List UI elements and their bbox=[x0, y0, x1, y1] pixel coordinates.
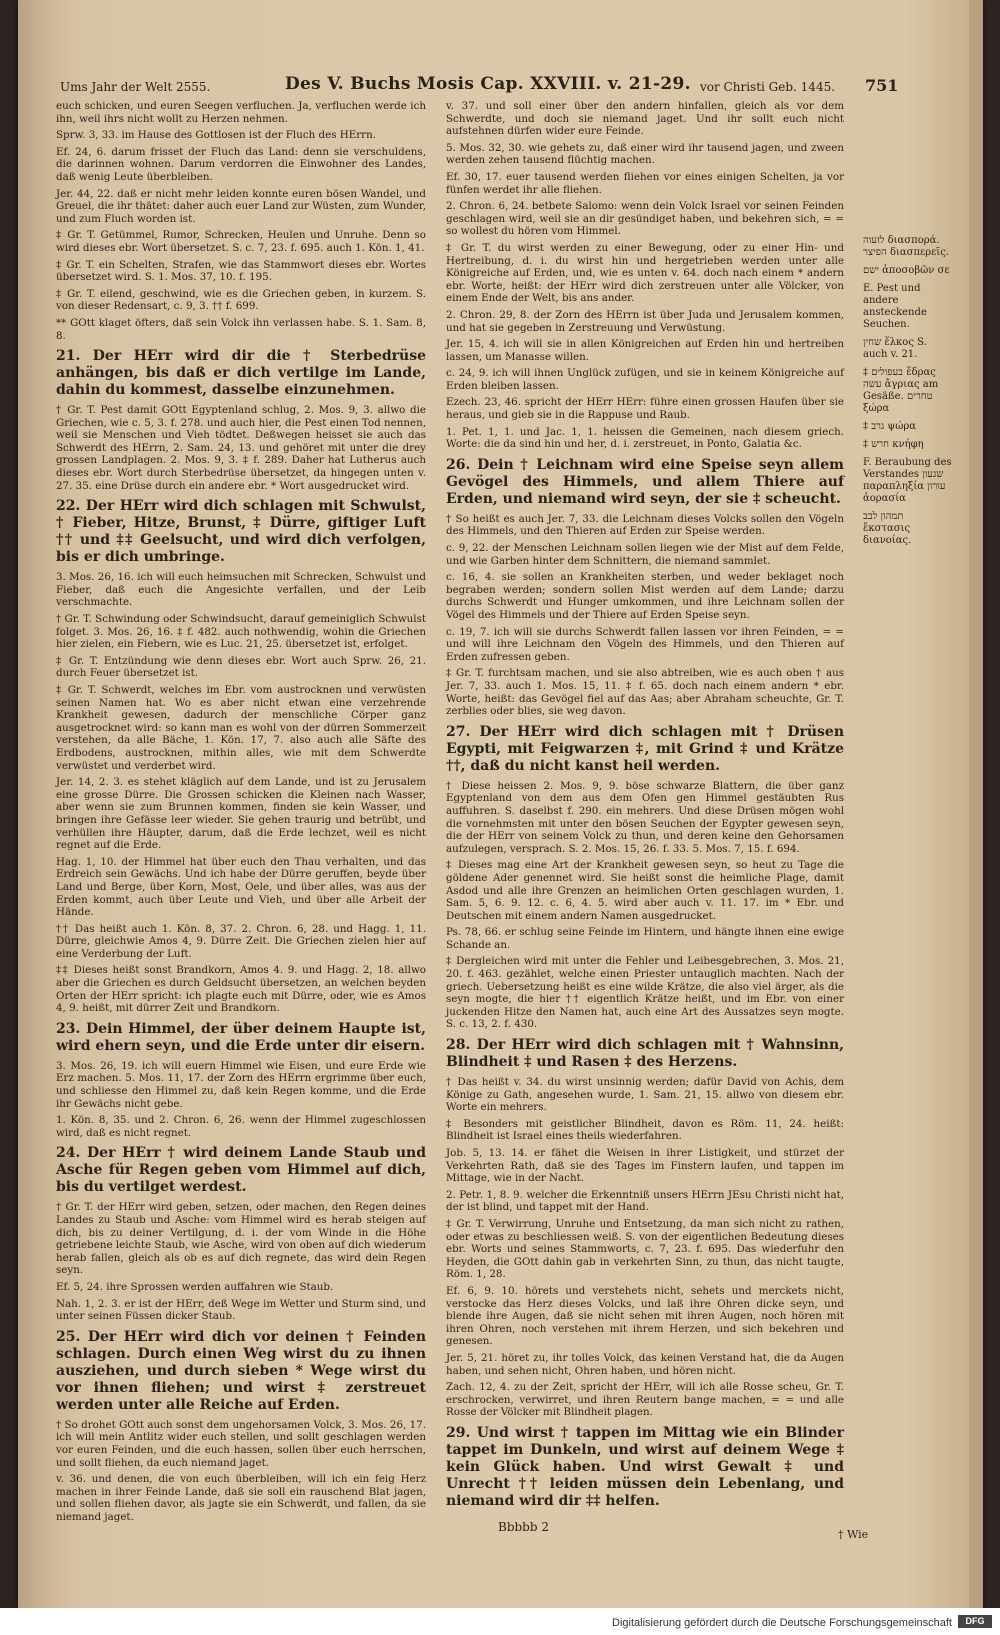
margin-note: ישם ἀποσοβῶν σε bbox=[863, 265, 950, 276]
catchword: † Wie bbox=[838, 1528, 869, 1541]
commentary-paragraph: ‡ Besonders mit geistlicher Blindheit, davon es Röm. 11, 24. heißt: Blindheit ist Israel eines theils wiederfahren. bbox=[446, 1117, 844, 1143]
commentary-paragraph: Jer. 5, 21. höret zu, ihr tolles Volck, das keinen Verstand hat, die da Augen haben, und sehen nicht, Ohren haben, und hören nicht. bbox=[446, 1351, 844, 1377]
commentary-paragraph: ‡ Gr. T. eilend, geschwind, wie es die Griechen geben, in kurzem. S. von dieser Redensart, c. 9, 3. †† f. 699. bbox=[56, 287, 426, 313]
commentary-paragraph: † Gr. T. Pest damit GOtt Egyptenland schlug, 2. Mos. 9, 3. allwo die Griechen, wie c. 5, 3. f. 278. und auch hier, die Pest einen Tod nennen, weil sie Menschen und Vieh tödtet. Deßwegen heisset sie auch das Schwerdt des HErrn, 2. Sam. 24, 13. und gehöret mit unter die drey grossen Landplagen. 2. Mos. 9, 3. ‡ f. 289. Daher hat Lutherus auch dieses ebr. Wort durch Sterbedrüse übersetzet, da hingegen unten v. 27. 35. eine Drüse durch ein andere ebr. * Wort ausgedrucket wird. bbox=[56, 404, 426, 492]
commentary-paragraph: † Das heißt v. 34. du wirst unsinnig werden; dafür David von Achis, dem Könige zu Gath, angesehen wurde, 1. Sam. 21, 15. allwo von diesem ebr. Worte ein mehrers. bbox=[446, 1076, 844, 1114]
commentary-paragraph: 2. Chron. 6, 24. betbete Salomo: wenn dein Volck Israel vor seinen Feinden geschlagen wird, weil sie an dir gesündiget haben, und bekehren sich, = = so wollest du hören vom Himmel. bbox=[446, 200, 844, 238]
commentary-paragraph: Ef. 5, 24. ihre Sprossen werden auffahren wie Staub. bbox=[56, 1280, 334, 1293]
verse-text: 27. Der HErr wird dich schlagen mit † Drüsen Egypti, mit Feigwarzen ‡, mit Grind ‡ und Krätze ††, daß du nicht kanst heil werden. bbox=[446, 723, 844, 774]
commentary-paragraph: Jer. 15, 4. ich will sie in allen Königreichen auf Erden hin und hertreiben lassen, um Manasse willen. bbox=[446, 338, 844, 363]
commentary-paragraph: ‡ Gr. T. Entzündung wie denn dieses ebr. Wort auch Sprw. 26, 21. durch Feuer übersetzet ist. bbox=[56, 654, 426, 680]
margin-note: ‡ גרב ψώρα bbox=[863, 421, 917, 432]
margin-note: ‡ בעפולים ἕδρας עשה ἄγριας am Gesäße. טחרים ξώρα bbox=[863, 367, 939, 414]
margin-notes bbox=[863, 235, 953, 1135]
margin-note: ‡ חרש κνήφη bbox=[863, 439, 924, 450]
commentary-paragraph: 3. Mos. 26, 16. ich will euch heimsuchen mit Schrecken, Schwulst und Fieber, daß euch die Angesichte verfallen, und der Leib verschmachte. bbox=[56, 571, 426, 609]
dfg-logo: DFG bbox=[958, 1615, 992, 1628]
commentary-paragraph: Ef. 24, 6. darum frisset der Fluch das Land: denn sie verschuldens, die darinnen wohnen. Darum verdorren die Einwohner des Landes, daß wenig Leute überbleiben. bbox=[56, 145, 426, 183]
commentary-paragraph: 2. Petr. 1, 8. 9. welcher die Erkenntniß unsers HErrn JEsu Christi nicht hat, der ist blind, und tappet mit der Hand. bbox=[446, 1188, 844, 1214]
commentary-paragraph: Job. 5, 13. 14. er fähet die Weisen in ihrer Listigkeit, und stürzet der Verkehrten Rath, daß sie des Tages im Finstern laufen, und tappen im Mittage, wie in der Nacht. bbox=[446, 1147, 844, 1185]
verse-text: 29. Und wirst † tappen im Mittag wie ein Blinder tappet im Dunkeln, und wirst auf deinem Wege ‡ kein Glück haben. Und wirst Gewalt ‡ und Unrecht †† leiden müssen dein Lebenlang, und niemand wird dir ‡‡ helfen. bbox=[446, 1424, 844, 1509]
header-right: vor Christi Geb. 1445. bbox=[700, 80, 836, 94]
commentary-paragraph: 2. Chron. 29, 8. der Zorn des HErrn ist über Juda und Jerusalem kommen, und hat sie gegeben in Zerstreuung und Verwüstung. bbox=[446, 308, 844, 334]
commentary-paragraph: 1. Pet. 1, 1. und Jac. 1, 1. heissen die Gemeinen, nach diesem griech. Worte: die da sind hin und her, d. i. zerstreuet, in Ponto, Galatia &c. bbox=[446, 425, 844, 451]
commentary-paragraph: † Gr. T. der HErr wird geben, setzen, oder machen, den Regen deines Landes zu Staub und Asche: vom Himmel wird es herab steigen auf dich, bis zu deiner Vertilgung, d. i. der vom Winde in die Höhe getriebene leichte Staub, wie Asche, wird von oben auf dich wiederum herab fallen, gleich als ob es auf dich regnete, das wird dein Regen seyn. bbox=[56, 1201, 426, 1277]
book-page bbox=[18, 0, 983, 1608]
commentary-paragraph: Hag. 1, 10. der Himmel hat über euch den Thau verhalten, und das Erdreich sein Gewächs. Und ich habe der Dürre geruffen, beyde über Land und Berge, über Korn, Most, Oele, und über alles, was aus der Erden kommt, auch über Leute und Vieh, und über alle Arbeit der Hände. bbox=[56, 855, 426, 919]
commentary-paragraph: Ps. 78, 66. er schlug seine Feinde im Hintern, und hängte ihnen eine ewige Schande an. bbox=[446, 926, 844, 951]
commentary-paragraph: v. 36. und denen, die von euch überbleiben, will ich ein feig Herz machen in ihrer Feinde Lande, daß sie soll ein rauschend Blat jagen, und sollen fliehen davor, als jagte sie ein Schwerdt, und fallen, da sie niemand jaget. bbox=[56, 1473, 426, 1523]
commentary-paragraph: c. 9, 22. der Menschen Leichnam sollen liegen wie der Mist auf dem Felde, und wie Garben hinter dem Schnittern, die niemand sammlet. bbox=[446, 542, 844, 567]
commentary-paragraph: †† Das heißt auch 1. Kön. 8, 37. 2. Chron. 6, 28. und Hagg. 1, 11. Dürre, gleichwie Amos 4, 9. Dürre Zeit. Die Griechen zielen hier auf eine Verderbung der Luft. bbox=[56, 922, 426, 960]
commentary-paragraph: Jer. 44, 22. daß er nicht mehr leiden konnte euren bösen Wandel, und Greuel, die ihr thätet: daher auch euer Land zur Wüsten, zum Wunder, und zum Fluch worden ist. bbox=[56, 187, 426, 225]
left-column bbox=[56, 100, 426, 1523]
dfg-credit: Digitalisierung gefördert durch die Deutsche Forschungsgemeinschaft bbox=[612, 1617, 952, 1629]
commentary-paragraph: ‡ Dieses mag eine Art der Krankheit gewesen seyn, so heut zu Tage die göldene Ader genennet wird. Sie heißt sonst die heimliche Plage, damit Asdod und alle ihre Grenzen an heimlichen Orten geschlagen wurden, 1. Sam. 5, 6. 9. 12. c. 6, 4. 5. wird aber auch v. 11. 17. im * Ebr. und Deutschen mit einem andern Namen ausgedrucket. bbox=[446, 859, 844, 922]
page-number: 751 bbox=[865, 76, 899, 95]
commentary-paragraph: c. 24, 9. ich will ihnen Unglück zufügen, und sie in keinem Königreiche auf Erden bleiben lassen. bbox=[446, 367, 844, 392]
verse-text: 25. Der HErr wird dich vor deinen † Feinden schlagen. Durch einen Weg wirst du zu ihnen ausziehen, und durch sieben * Wege wirst du vor ihnen fliehen; und wirst ‡ zerstreuet werden unter alle Reiche auf Erden. bbox=[56, 1328, 426, 1413]
commentary-paragraph: 5. Mos. 32, 30. wie gehets zu, daß einer wird ihr tausend jagen, und zween werden zehen tausend flüchtig machen. bbox=[446, 141, 844, 167]
verse-text: 24. Der HErr † wird deinem Lande Staub und Asche für Regen geben vom Himmel auf dich, bis du vertilget werdest. bbox=[56, 1145, 426, 1196]
margin-note: שחין ἕλκος S. auch v. 21. bbox=[863, 337, 927, 360]
commentary-paragraph: ** GOtt klaget öfters, daß sein Volck ihn verlassen habe. S. 1. Sam. 8, 8. bbox=[56, 316, 426, 342]
commentary-paragraph: ‡ Gr. T. ein Schelten, Strafen, wie das Stammwort dieses ebr. Wortes übersetzet wird. S. 1. Mos. 37, 10. f. 195. bbox=[56, 258, 426, 284]
commentary-paragraph: c. 16, 4. sie sollen an Krankheiten sterben, und weder beklaget noch begraben werden; sondern sollen Mist werden auf dem Lande; darzu durchs Schwerdt und Hunger umkommen, und ihre Leichnam sollen der Vögel des Himmels und der Thiere auf Erden Speise seyn. bbox=[446, 571, 844, 621]
header-title: Des V. Buchs Mosis Cap. XXVIII. v. 21-29. bbox=[285, 74, 691, 94]
verse-text: 28. Der HErr wird dich schlagen mit † Wahnsinn, Blindheit ‡ und Rasen ‡ des Herzens. bbox=[446, 1037, 844, 1071]
verse-text: 23. Dein Himmel, der über deinem Haupte ist, wird ehern seyn, und die Erde unter dir eisern. bbox=[56, 1020, 426, 1054]
commentary-paragraph: c. 19, 7. ich will sie durchs Schwerdt fallen lassen vor ihren Feinden, = = und will ihre Leichnam den Vögeln des Himmels, und den Thieren auf Erden zufressen geben. bbox=[446, 625, 844, 663]
commentary-paragraph: ‡ Gr. T. Schwerdt, welches im Ebr. vom austrocknen und verwüsten seinen Namen hat. Wo es aber nicht etwan eine verzehrende Krankheit gewesen, dadurch der menschliche Cörper ganz ausgetrocknet wird: so kann man es wohl von der dürren Sommerzeit verstehen, da alle Bäche, 1. Kön. 17, 7. also auch alle Säfte des Erdbodens, austrocknen, mithin alles, wie mit dem Schwerdte verwüstet und verderbet wird. bbox=[56, 684, 426, 772]
margin-note: לזעוה διασπορά. הפיצר διασπερεῖς. bbox=[863, 235, 949, 258]
dfg-footer-bar bbox=[0, 1608, 1000, 1635]
commentary-paragraph: † Diese heissen 2. Mos. 9, 9. böse schwarze Blattern, die über ganz Egyptenland von dem aus dem Ofen gen Himmel gestäubten Rus auffuhren. S. daselbst f. 290. ein mehrers. Und diese Drüsen mögen wohl die vornehmsten mit unter den bösen Seuchen der Egypter gewesen seyn, die der HErr von seinem Volck zu thun, und deren keine den Gehorsamen aufzulegen, versprach. S. 2. Mos. 15, 26. f. 33. 5. Mos. 7, 15. f. 694. bbox=[446, 779, 844, 855]
margin-note: E. Pest und andere ansteckende Seuchen. bbox=[863, 283, 927, 330]
commentary-paragraph: ‡ Gr. T. Getümmel, Rumor, Schrecken, Heulen und Unruhe. Denn so wird dieses ebr. Wort übersetzet. S. c. 7, 23. f. 695. auch 1. Kön. 1, 41. bbox=[56, 229, 426, 254]
commentary-paragraph: 1. Kön. 8, 35. und 2. Chron. 6, 26. wenn der Himmel zugeschlossen wird, daß es nicht regnet. bbox=[56, 1114, 426, 1139]
commentary-paragraph: Zach. 12, 4. zu der Zeit, spricht der HErr, will ich alle Rosse scheu, Gr. T. erschrocken, verwirret, und ihren Reutern bange machen, = = und alle Rosse der Völcker mit Blindheit plagen. bbox=[446, 1381, 844, 1419]
header-left: Ums Jahr der Welt 2555. bbox=[60, 80, 211, 94]
right-column bbox=[446, 100, 844, 1510]
verse-text: 26. Dein † Leichnam wird eine Speise seyn allem Gevögel des Himmels, und allem Thiere auf Erden, und niemand wird seyn, der sie ‡ scheucht. bbox=[446, 456, 844, 507]
commentary-paragraph: ‡ Gr. T. du wirst werden zu einer Bewegung, oder zu einer Hin- und Hertreibung, d. i. du wirst hin und hergetrieben werden unter alle Königreiche auf Erden, und, wie es unten v. 64. doch nach einem * andern ebr. Worte, heißt: der HErr wird dich zerstreuen unter alle Völcker, von einem Ende der Welt, bis ans ander. bbox=[446, 241, 844, 305]
commentary-paragraph: Ef. 6, 9. 10. hörets und verstehets nicht, sehets und merckets nicht, verstocke das Herz dieses Volcks, und laß ihre Ohren dicke seyn, und blende ihre Augen, daß sie nicht sehen mit ihren Augen, noch hören mit ihren Ohren, noch verstehen mit ihrem Herzen, und sich bekehren und genesen. bbox=[446, 1284, 844, 1348]
commentary-paragraph: ‡ Dergleichen wird mit unter die Fehler und Leibesgebrechen, 3. Mos. 21, 20. f. 463. gezählet, welche einen Priester untauglich machten. Nach der griech. Uebersetzung heißt es eine wilde Krätze, die also viel ärger, als die seyn mogte, die hier †† eigentlich Krätze heißt, und im Ebr. von einer juckenden Hitze den Namen hat, auch eine Art des Aussatzes seyn mogte. S. c. 13, 2. f. 430. bbox=[446, 955, 844, 1031]
commentary-paragraph: Sprw. 3, 33. im Hause des Gottlosen ist der Fluch des HErrn. bbox=[56, 129, 376, 142]
commentary-paragraph: Ef. 30, 17. euer tausend werden fliehen vor eines einigen Schelten, ja vor fünfen werdet ihr alle fliehen. bbox=[446, 170, 844, 196]
verse-text: 21. Der HErr wird dir die † Sterbedrüse anhängen, bis daß er dich vertilge im Lande, dahin du kommest, dasselbe einzunehmen. bbox=[56, 348, 426, 399]
verse-text: 22. Der HErr wird dich schlagen mit Schwulst, † Fieber, Hitze, Brunst, ‡ Dürre, giftiger Luft †† und ‡‡ Geelsucht, und wird dich verfolgen, bis er dich umbringe. bbox=[56, 498, 426, 566]
commentary-paragraph: † So heißt es auch Jer. 7, 33. die Leichnam dieses Volcks sollen den Vögeln des Himmels, und den Thieren auf Erden zur Speise werden. bbox=[446, 512, 844, 538]
commentary-paragraph: † So drohet GOtt auch sonst dem ungehorsamen Volck, 3. Mos. 26, 17. ich will mein Antlitz wider euch stellen, und sollt geschlagen werden vor euren Feinden, und die euch hassen, sollen über euch herrschen, und sollt fliehen, da euch niemand jaget. bbox=[56, 1418, 426, 1469]
commentary-paragraph: ‡ Gr. T. Verwirrung, Unruhe und Entsetzung, da man sich nicht zu rathen, oder etwas zu beschliessen weiß. S. von der eigentlichen Bedeutung dieses ebr. Worts und seines Stammworts, c. 7, 23. f. 695. Das wiederfuhr den Heyden, die GOtt dahin gab in verkehrten Sinn, zu thun, das nicht taugte, Röm. 1, 28. bbox=[446, 1217, 844, 1281]
commentary-paragraph: Ezech. 23, 46. spricht der HErr HErr: führe einen grossen Haufen über sie heraus, und gieb sie in die Rappuse und Raub. bbox=[446, 396, 844, 422]
commentary-paragraph: 3. Mos. 26, 19. ich will euern Himmel wie Eisen, und eure Erde wie Erz machen. 5. Mos. 11, 17. der Zorn des HErrn ergrimme über euch, und schliesse den Himmel zu, daß kein Regen komme, und die Erde ihr Gewächs nicht gebe. bbox=[56, 1059, 426, 1110]
margin-note: תמהון לבב ἔκστασις διανοίας. bbox=[863, 511, 912, 546]
commentary-paragraph: † Gr. T. Schwindung oder Schwindsucht, darauf gemeiniglich Schwulst folget. 3. Mos. 26, 16. ‡ f. 482. auch nothwendig, wohin die Griechen hier zielen, ein Fiebern, wie es Luc. 21, 25. übersetzet ist, erfolget. bbox=[56, 613, 426, 651]
commentary-paragraph: Jer. 14, 2. 3. es stehet kläglich auf dem Lande, und ist zu Jerusalem eine grosse Dürre. Die Grossen schicken die Kleinen nach Wasser, aber wenn sie zum Brunnen kommen, finden sie kein Wasser, und bringen ihre Gefässe leer wieder. Sie gehen traurig und betrübt, und verhüllen ihre Häupter, darum, daß die Erde lechzet, weil es nicht regnet auf die Erde. bbox=[56, 776, 426, 852]
page-edge bbox=[969, 0, 983, 1608]
commentary-paragraph: ‡ Gr. T. furchtsam machen, und sie also abtreiben, wie es auch oben † aus Jer. 7, 33. auch 1. Mos. 15, 11. ‡ f. 65. doch nach einem andern * ebr. Worte, heißt: das Gevögel fiel auf das Aas; aber Abraham scheuchte, Gr. T. zerblies oder blies, sie weg davon. bbox=[446, 667, 844, 718]
commentary-paragraph: v. 37. und soll einer über den andern hinfallen, gleich als vor dem Schwerdte, und doch sie niemand jaget. Und ihr sollt euch nicht aufstehnen dürfen wider eure Feinde. bbox=[446, 100, 844, 138]
commentary-paragraph: Nah. 1, 2. 3. er ist der HErr, deß Wege im Wetter und Sturm sind, und unter seinen Füssen dicker Staub. bbox=[56, 1297, 426, 1323]
signature-mark: Bbbbb 2 bbox=[498, 1520, 549, 1534]
margin-note: F. Beraubung des Verstandes שגעון παραπληξία עורון ἀορασία bbox=[863, 457, 952, 504]
commentary-paragraph: ‡‡ Dieses heißt sonst Brandkorn, Amos 4. 9. und Hagg. 2, 18. allwo aber die Griechen es durch Geldsucht übersetzen, an welchen beyden Orten der HErr spricht: ich plagte euch mit Dürre, oder, wie es Amos 4, 9. heißt, mit dürrer Zeit und Brandkorn. bbox=[56, 964, 426, 1015]
commentary-paragraph: euch schicken, und euren Seegen verfluchen. Ja, verfluchen werde ich ihn, weil ihrs nicht wollt zu Herzen nehmen. bbox=[56, 100, 426, 125]
